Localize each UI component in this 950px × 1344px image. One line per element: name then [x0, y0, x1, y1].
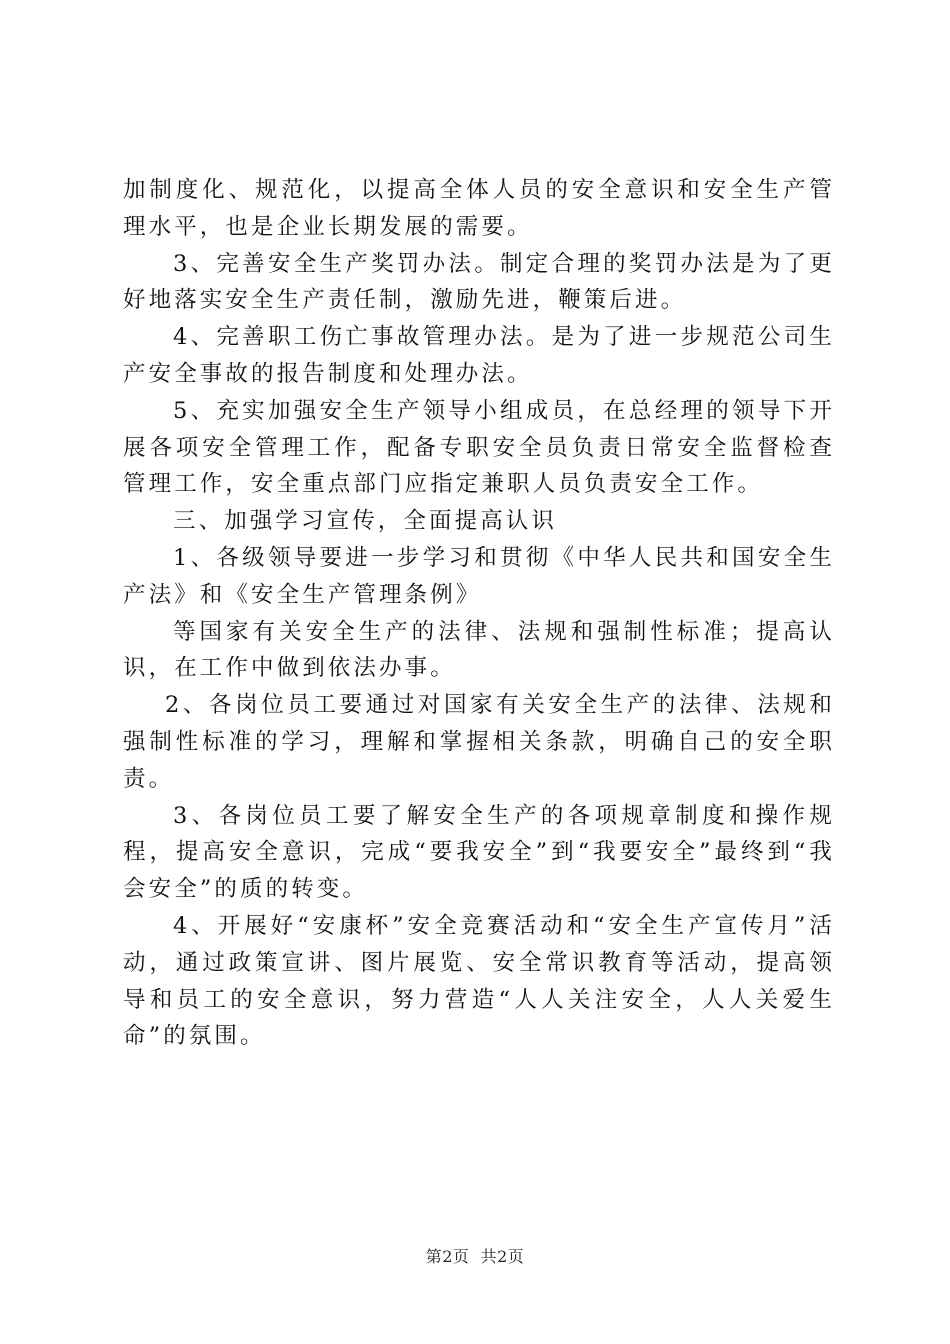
- page-footer: [0, 1244, 950, 1267]
- paragraph-item-5: 5、充实加强安全生产领导小组成员，在总经理的领导下开展各项安全管理工作，配备专职安全员负责日常安全监督检查管理工作，安全重点部门应指定兼职人员负责安全工作。: [123, 397, 835, 498]
- paragraph-study-3: 3、各岗位员工要了解安全生产的各项规章制度和操作规程，提高安全意识，完成“要我安全”到“我要安全”最终到“我会安全”的质的转变。: [123, 802, 835, 903]
- total-pages: 共2页: [480, 1247, 525, 1266]
- paragraph-study-4: 4、开展好“安康杯”安全竞赛活动和“安全生产宣传月”活动，通过政策宣讲、图片展览、安全常识教育等活动，提高领导和员工的安全意识，努力营造“人人关注安全，人人关爱生命”的氛围。: [123, 912, 835, 1050]
- paragraph-study-1-continued: 等国家有关安全生产的法律、法规和强制性标准；提高认识，在工作中做到依法办事。: [123, 618, 835, 682]
- section-heading-three: 三、加强学习宣传，全面提高认识: [173, 508, 558, 535]
- document-body: [123, 172, 835, 1055]
- paragraph-item-4: 4、完善职工伤亡事故管理办法。是为了进一步规范公司生产安全事故的报告制度和处理办法。: [123, 324, 835, 387]
- paragraph-item-3: 3、完善安全生产奖罚办法。制定合理的奖罚办法是为了更好地落实安全生产责任制，激励先进，鞭策后进。: [123, 250, 835, 314]
- footer-spacer: [469, 1247, 480, 1266]
- paragraph-study-1: 1、各级领导要进一步学习和贯彻《中华人民共和国安全生产法》和《安全生产管理条例》: [123, 544, 835, 608]
- paragraph-continuation: 加制度化、规范化，以提高全体人员的安全意识和安全生产管理水平，也是企业长期发展的需要。: [123, 177, 835, 240]
- paragraph-study-2: 2、各岗位员工要通过对国家有关安全生产的法律、法规和强制性标准的学习，理解和掌握相关条款，明确自己的安全职责。: [123, 692, 835, 792]
- page-number: 第2页: [425, 1247, 470, 1266]
